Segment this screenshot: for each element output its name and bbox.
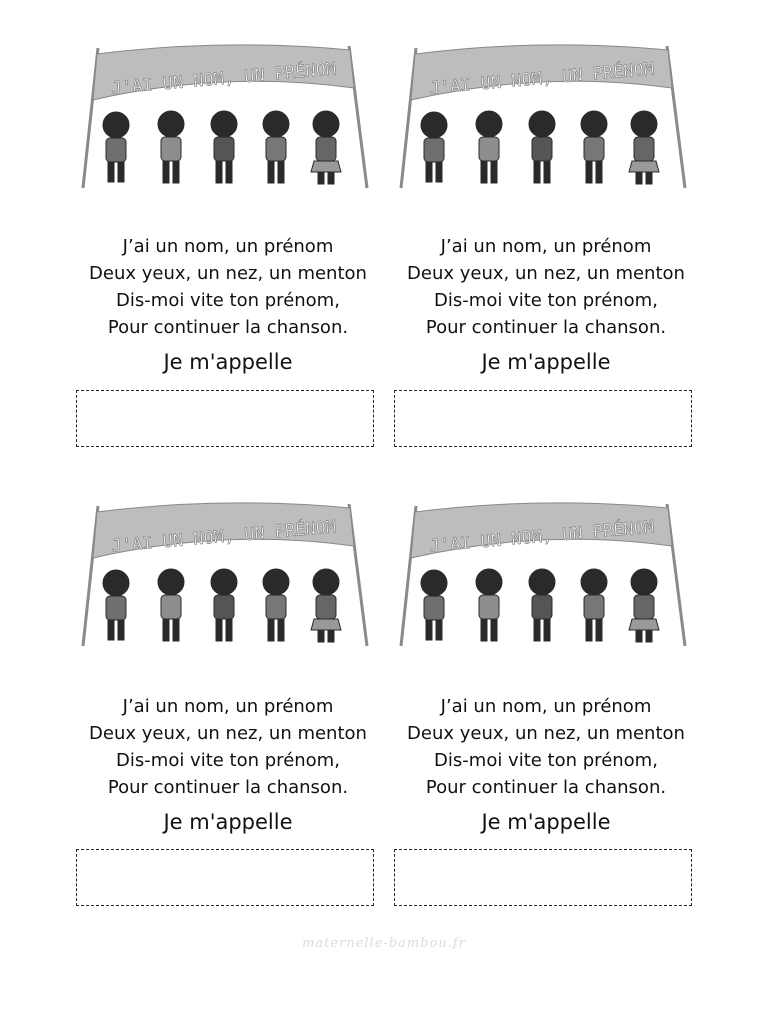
- name-write-box[interactable]: [76, 849, 374, 906]
- children-illustration: [421, 569, 659, 642]
- lyrics-line: Deux yeux, un nez, un menton: [407, 263, 685, 284]
- lyrics-line: Pour continuer la chanson.: [107, 777, 349, 798]
- banner-illustration: [396, 40, 696, 190]
- children-illustration: [421, 111, 659, 184]
- name-label: Je m'appelle: [163, 810, 293, 834]
- children-illustration: [103, 111, 341, 184]
- song-card-2: [396, 40, 696, 450]
- lyrics-line: J’ai un nom, un prénom: [122, 236, 334, 257]
- lyrics-line: Pour continuer la chanson.: [107, 317, 349, 338]
- name-label: Je m'appelle: [481, 810, 611, 834]
- lyrics-line: J’ai un nom, un prénom: [122, 696, 334, 717]
- name-label: Je m'appelle: [163, 350, 293, 374]
- lyrics-line: Dis-moi vite ton prénom,: [434, 290, 658, 311]
- banner-illustration: [78, 40, 378, 190]
- lyrics-line: J’ai un nom, un prénom: [440, 696, 652, 717]
- song-card-3: [78, 498, 378, 908]
- site-watermark: maternelle-bambou.fr: [302, 936, 466, 951]
- name-write-box[interactable]: [394, 390, 692, 447]
- lyrics-line: Pour continuer la chanson.: [425, 317, 667, 338]
- lyrics-line: Dis-moi vite ton prénom,: [434, 750, 658, 771]
- banner-illustration: [78, 498, 378, 648]
- lyrics-line: J’ai un nom, un prénom: [440, 236, 652, 257]
- lyrics-line: Deux yeux, un nez, un menton: [89, 723, 367, 744]
- lyrics-line: Deux yeux, un nez, un menton: [89, 263, 367, 284]
- song-lyrics: [396, 233, 696, 341]
- song-card-4: [396, 498, 696, 908]
- lyrics-line: Pour continuer la chanson.: [425, 777, 667, 798]
- name-write-box[interactable]: [394, 849, 692, 906]
- song-lyrics: [396, 693, 696, 801]
- name-label: Je m'appelle: [481, 350, 611, 374]
- lyrics-line: Dis-moi vite ton prénom,: [116, 750, 340, 771]
- children-illustration: [103, 569, 341, 642]
- lyrics-line: Deux yeux, un nez, un menton: [407, 723, 685, 744]
- banner-illustration: [396, 498, 696, 648]
- song-lyrics: [78, 233, 378, 341]
- song-card-1: [78, 40, 378, 450]
- song-lyrics: [78, 693, 378, 801]
- banner-text: J'AI UN NOM, UN PRÉNOM: [428, 59, 655, 99]
- banner-text: J'AI UN NOM, UN PRÉNOM: [110, 517, 337, 557]
- banner-text: J'AI UN NOM, UN PRÉNOM: [110, 59, 337, 99]
- banner-text: J'AI UN NOM, UN PRÉNOM: [428, 517, 655, 557]
- lyrics-line: Dis-moi vite ton prénom,: [116, 290, 340, 311]
- name-write-box[interactable]: [76, 390, 374, 447]
